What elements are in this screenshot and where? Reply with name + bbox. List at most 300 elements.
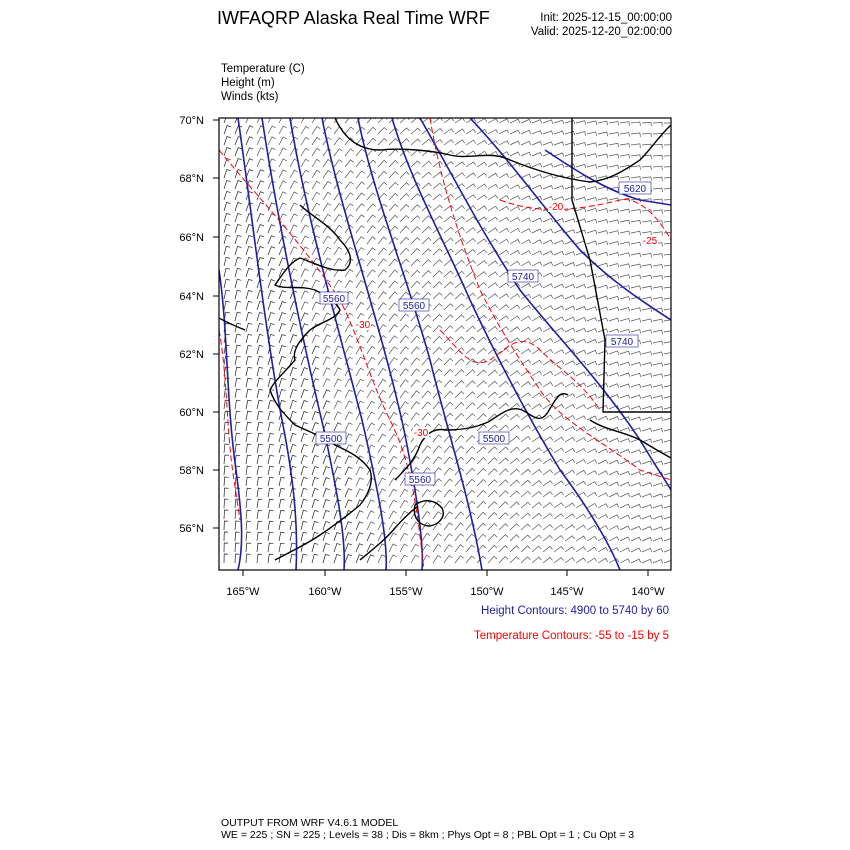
- wind-barb: [433, 490, 442, 497]
- wind-barb: [279, 181, 287, 189]
- wind-barb: [543, 339, 553, 344]
- wind-barb: [301, 455, 308, 464]
- wind-barb: [499, 513, 508, 519]
- wind-barb: [620, 362, 630, 366]
- wind-barb: [510, 524, 519, 530]
- wind-barb: [631, 548, 641, 552]
- wind-barb: [609, 384, 619, 388]
- wind-barb: [554, 558, 564, 564]
- lon-label: 155°W: [389, 586, 423, 598]
- wind-barb: [609, 165, 619, 169]
- wind-barb: [356, 390, 364, 398]
- wind-barb: [642, 548, 652, 552]
- wind-barb: [609, 242, 619, 246]
- wind-barb: [279, 521, 285, 530]
- wind-barb: [290, 390, 297, 399]
- wind-barb: [664, 287, 674, 291]
- wind-barb: [279, 466, 285, 475]
- wind-barb: [279, 258, 286, 266]
- wind-barb: [576, 186, 586, 190]
- wind-barb: [411, 216, 420, 222]
- wind-barb: [521, 196, 531, 200]
- wind-barb: [433, 545, 441, 553]
- wind-barb: [653, 265, 663, 269]
- wind-barb: [631, 166, 641, 170]
- wind-barb: [598, 438, 608, 442]
- wind-barb: [642, 177, 651, 181]
- wind-barb: [367, 193, 376, 200]
- wind-barb: [301, 499, 307, 508]
- wind-barb: [620, 318, 630, 322]
- wind-barb: [576, 197, 586, 201]
- wind-barb: [664, 385, 674, 389]
- wind-barb: [246, 334, 252, 343]
- wind-barb: [455, 217, 465, 223]
- wind-barb: [323, 368, 330, 376]
- wind-barb: [422, 446, 431, 453]
- wind-barb: [532, 502, 542, 508]
- wind-barb: [279, 389, 285, 398]
- wind-barb: [334, 215, 342, 223]
- wind-barb: [279, 170, 287, 178]
- wind-barb: [345, 489, 352, 497]
- wind-barb: [543, 382, 553, 387]
- wind-barb: [367, 335, 375, 343]
- wind-barb: [290, 433, 296, 442]
- wind-barb: [510, 535, 519, 541]
- wind-barb: [356, 533, 363, 541]
- wind-barb: [345, 390, 353, 398]
- wind-barb: [279, 455, 285, 464]
- wind-barb: [576, 350, 586, 354]
- wind-barb: [466, 556, 475, 563]
- wind-barb: [257, 488, 262, 497]
- wind-barb: [224, 444, 229, 453]
- wind-barb: [609, 417, 619, 421]
- wind-barb: [499, 305, 509, 310]
- wind-barb: [455, 381, 464, 387]
- wind-barb: [444, 402, 453, 409]
- wind-barb: [664, 298, 674, 302]
- wind-barb: [609, 526, 619, 530]
- wind-barb: [499, 272, 509, 277]
- wind-barb: [224, 235, 230, 244]
- svg-text:5740: 5740: [511, 272, 535, 283]
- wind-barb: [356, 237, 365, 244]
- wind-barb: [609, 253, 619, 257]
- wind-barb: [576, 394, 586, 398]
- wind-barb: [389, 467, 397, 475]
- wind-barb: [576, 372, 586, 376]
- wind-barb: [488, 534, 497, 541]
- wind-barb: [235, 367, 241, 376]
- wind-barb: [510, 239, 520, 244]
- wind-barb: [334, 390, 342, 398]
- wind-barb: [279, 357, 286, 366]
- wind-barb: [653, 527, 663, 531]
- wind-barb: [642, 319, 652, 323]
- wind-barb: [257, 378, 263, 387]
- wind-barb: [554, 306, 564, 310]
- wind-barb: [543, 525, 553, 531]
- wind-barb: [653, 286, 663, 290]
- wind-barb: [653, 363, 663, 367]
- wind-barb: [367, 434, 375, 442]
- wind-barb: [356, 357, 364, 365]
- wind-barb: [224, 290, 230, 299]
- wind-barb: [653, 494, 663, 498]
- wind-barb: [532, 470, 542, 476]
- wind-barb: [246, 400, 252, 409]
- wind-barb: [400, 358, 409, 365]
- wind-barb: [620, 209, 630, 213]
- wind-barb: [400, 391, 409, 398]
- wind-barb: [268, 444, 274, 453]
- wind-barb: [543, 557, 553, 563]
- wind-barb: [367, 533, 374, 541]
- wind-barb: [334, 160, 343, 167]
- wind-barb: [477, 512, 486, 519]
- wind-barb: [598, 471, 608, 475]
- wind-barb: [301, 170, 309, 178]
- wind-barb: [521, 502, 530, 508]
- wind-barb: [631, 384, 641, 388]
- wind-barb: [323, 171, 331, 179]
- wind-barb: [565, 273, 575, 277]
- wind-barb: [554, 164, 564, 168]
- wind-barb: [224, 433, 229, 442]
- wind-barb: [279, 137, 287, 145]
- wind-barb: [598, 558, 608, 563]
- wind-barb: [301, 280, 308, 288]
- wind-barb: [312, 488, 319, 497]
- wind-barb: [411, 325, 420, 332]
- wind-barb: [598, 231, 608, 235]
- wind-barb: [477, 501, 486, 508]
- wind-barb: [246, 246, 253, 255]
- wind-barb: [323, 247, 331, 255]
- wind-barb: [499, 283, 509, 288]
- wind-barb: [356, 379, 364, 387]
- wind-barb: [290, 411, 297, 420]
- lon-label: 140°W: [631, 586, 665, 598]
- wind-barb: [224, 488, 229, 497]
- wind-barb: [620, 122, 630, 126]
- wind-barb: [444, 545, 453, 552]
- height-contour: [219, 270, 242, 570]
- wind-barb: [664, 440, 674, 444]
- wind-barb: [620, 275, 630, 279]
- wind-barb: [345, 269, 353, 277]
- wind-barb: [422, 391, 431, 398]
- wind-barb: [268, 280, 275, 289]
- wind-barb: [257, 444, 263, 453]
- wind-barb: [378, 259, 387, 266]
- wind-barb: [565, 405, 575, 409]
- wind-barb: [565, 263, 575, 267]
- wind-barb: [323, 160, 331, 168]
- wind-barb: [510, 491, 519, 497]
- wind-barb: [235, 532, 240, 541]
- wind-barb: [268, 543, 273, 552]
- wind-barb: [532, 448, 542, 453]
- wind-barb: [345, 555, 352, 564]
- wind-barb: [389, 511, 397, 519]
- wind-barb: [631, 144, 640, 148]
- wind-barb: [279, 313, 286, 321]
- wind-barb: [576, 525, 586, 530]
- wind-barb: [653, 560, 663, 564]
- wind-barb: [620, 373, 630, 377]
- wind-barb: [246, 323, 252, 332]
- lat-label: 62°N: [179, 349, 204, 361]
- wind-barb: [356, 149, 365, 156]
- wind-barb: [653, 144, 662, 148]
- wind-barb: [378, 292, 387, 299]
- wind-barb: [554, 361, 564, 365]
- wind-barb: [422, 457, 431, 464]
- wind-barb: [466, 217, 476, 222]
- wind-barb: [510, 447, 520, 453]
- wind-barb: [290, 324, 297, 332]
- wind-barb: [356, 489, 363, 497]
- wind-barb: [488, 480, 497, 486]
- temperature-contour: [219, 330, 240, 520]
- wind-barb: [422, 314, 431, 321]
- temperature-label: [413, 427, 429, 439]
- wind-barb: [455, 359, 464, 365]
- wind-barb: [301, 368, 308, 376]
- wind-barb: [565, 525, 575, 530]
- wind-barb: [543, 131, 553, 135]
- svg-text:5500: 5500: [319, 434, 343, 445]
- wind-barb: [224, 411, 229, 420]
- wind-barb: [455, 140, 465, 145]
- wind-barb: [290, 444, 296, 453]
- height-label: [405, 473, 435, 486]
- wind-barb: [279, 444, 285, 453]
- wind-barb: [246, 477, 251, 486]
- wind-barb: [301, 521, 307, 530]
- wind-barb: [587, 329, 597, 333]
- wind-barb: [323, 401, 330, 409]
- wind-barb: [378, 369, 386, 377]
- wind-barb: [642, 505, 652, 509]
- wind-barb: [532, 393, 542, 398]
- wind-barb: [576, 154, 586, 158]
- axis-ticks: [213, 120, 648, 576]
- wind-barb: [598, 504, 608, 508]
- latitude-labels: [179, 115, 204, 535]
- wind-barb: [598, 132, 608, 136]
- wind-barb: [466, 457, 475, 464]
- wind-barb: [422, 293, 431, 300]
- wind-barb: [532, 513, 542, 519]
- wind-barb: [444, 370, 453, 377]
- wind-barb: [400, 205, 409, 212]
- valid-time: Valid: 2025-12-20_02:00:00: [530, 26, 672, 38]
- wind-barb: [433, 336, 442, 343]
- wind-barb: [510, 557, 519, 563]
- wind-barb: [598, 165, 608, 169]
- wind-barb: [521, 152, 531, 156]
- wind-barb: [444, 391, 453, 398]
- wind-barb: [444, 304, 453, 310]
- wind-barb: [411, 336, 420, 343]
- wind-barb: [378, 379, 386, 387]
- wind-barb: [257, 170, 264, 178]
- wind-barb: [257, 137, 264, 145]
- wind-barb: [576, 121, 586, 125]
- wind-barb: [664, 418, 674, 422]
- wind-barb: [301, 159, 309, 167]
- wind-barb: [499, 349, 509, 354]
- wind-barb: [532, 327, 542, 332]
- wind-barb: [345, 500, 352, 508]
- wind-barb: [664, 145, 673, 149]
- wind-barb: [411, 161, 420, 167]
- wind-barb: [246, 532, 251, 541]
- wind-barb: [356, 302, 364, 310]
- wind-barb: [554, 273, 564, 277]
- wind-barb: [510, 425, 520, 431]
- wind-barb: [587, 471, 597, 475]
- wind-barb: [367, 270, 376, 277]
- wind-barb: [587, 187, 597, 191]
- lon-label: 165°W: [226, 586, 260, 598]
- wind-barb: [411, 391, 420, 398]
- wind-barb: [587, 504, 597, 509]
- wind-barb: [587, 547, 597, 552]
- wind-barb: [323, 412, 330, 420]
- wind-barb: [587, 361, 597, 365]
- wind-barb: [587, 493, 597, 498]
- wind-barb: [620, 439, 630, 443]
- wind-barb: [378, 171, 387, 178]
- wind-barb: [433, 293, 442, 299]
- wind-barb: [224, 180, 231, 189]
- wind-barb: [444, 315, 453, 321]
- wind-barb: [466, 468, 475, 475]
- height-contours: [219, 118, 671, 570]
- wind-barb: [378, 270, 387, 277]
- wind-barb: [400, 128, 409, 134]
- wind-barb: [301, 313, 308, 321]
- wind-barb: [554, 547, 564, 553]
- wind-barb: [554, 536, 564, 541]
- wind-barb: [257, 543, 262, 552]
- wind-barb: [576, 536, 586, 541]
- wind-barb: [268, 411, 274, 420]
- wind-barb: [224, 202, 230, 211]
- wind-barb: [587, 350, 597, 354]
- wind-barb: [620, 493, 630, 497]
- wind-barb: [411, 238, 420, 245]
- wind-barb: [323, 324, 331, 332]
- wind-barb: [554, 350, 564, 354]
- wind-barb: [455, 446, 464, 453]
- wind-barb: [301, 466, 307, 475]
- wind-barb: [235, 301, 241, 310]
- wind-barb: [620, 395, 630, 399]
- wind-barb: [554, 426, 564, 431]
- wind-barb: [620, 406, 630, 410]
- wind-barb: [488, 392, 497, 398]
- wind-barb: [510, 229, 520, 234]
- wind-barb: [499, 480, 508, 486]
- wind-barb: [411, 522, 419, 530]
- wind-barb: [411, 544, 419, 552]
- wind-barb: [422, 139, 432, 145]
- wind-barb: [455, 326, 464, 332]
- wind-barb: [499, 185, 509, 190]
- wind-barb: [488, 381, 498, 387]
- wind-barb: [631, 286, 641, 290]
- wind-barb: [521, 524, 530, 530]
- wind-barb: [631, 351, 641, 355]
- wind-barb: [422, 512, 430, 520]
- wind-barb: [389, 204, 398, 211]
- wind-barb: [268, 521, 273, 530]
- wind-barb: [543, 492, 553, 497]
- wind-barb: [345, 171, 354, 178]
- wind-barb: [609, 460, 619, 464]
- wind-barb: [532, 229, 542, 233]
- init-time: Init: 2025-12-15_00:00:00: [540, 12, 672, 24]
- wind-barb: [543, 262, 553, 266]
- wind-barb: [455, 403, 464, 410]
- wind-barb: [389, 434, 397, 442]
- wind-barb: [224, 169, 231, 178]
- wind-barb: [345, 346, 353, 354]
- wind-barb: [510, 130, 520, 134]
- wind-barb: [323, 357, 330, 365]
- wind-barb: [224, 543, 228, 552]
- wind-barb: [631, 253, 641, 257]
- wind-barb: [356, 292, 364, 300]
- wind-barb: [488, 130, 498, 134]
- wind-barb: [532, 240, 542, 244]
- wind-barb: [587, 197, 597, 201]
- wind-barb: [642, 352, 652, 356]
- wind-barb: [334, 412, 341, 420]
- wind-barb: [543, 503, 553, 508]
- wind-barb: [356, 445, 364, 453]
- wind-barb: [323, 478, 330, 487]
- wind-barb: [257, 367, 263, 376]
- wind-barb: [257, 301, 264, 310]
- svg-text:-25: -25: [642, 236, 658, 247]
- wind-barb: [367, 248, 376, 255]
- wind-barb: [433, 260, 442, 266]
- wind-barb: [455, 173, 465, 178]
- wind-barb: [301, 412, 308, 421]
- wind-barb: [356, 478, 363, 486]
- wind-barb: [631, 231, 641, 235]
- wind-barb: [268, 258, 275, 266]
- wind-barb: [257, 334, 263, 343]
- wind-barb: [499, 491, 508, 497]
- wind-barb: [477, 523, 486, 530]
- wind-barb: [323, 192, 331, 200]
- wind-barb: [356, 544, 363, 552]
- wind-barb: [433, 457, 442, 464]
- wind-barb: [609, 318, 619, 322]
- field-winds-label: Winds (kts): [221, 91, 279, 103]
- wind-barb: [268, 488, 274, 497]
- wind-barb: [411, 380, 420, 387]
- wind-barb: [312, 302, 320, 310]
